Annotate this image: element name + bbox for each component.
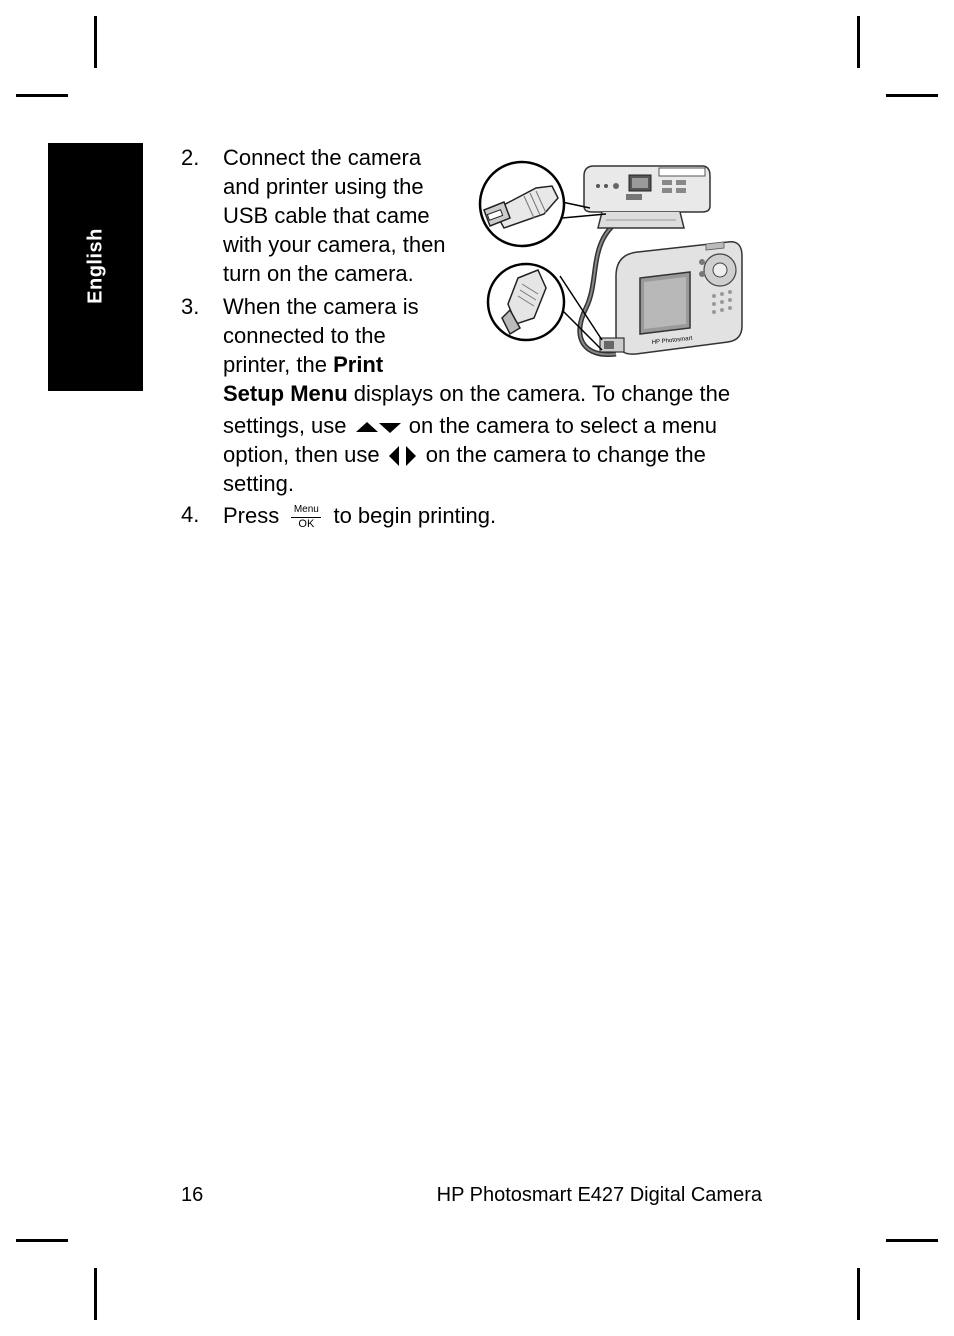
- step-3-line-6: [223, 440, 706, 469]
- step-4-line: [223, 501, 496, 530]
- step-2-number: 2.: [181, 145, 200, 170]
- step-3-line-4-text: displays on the camera. To change the: [347, 381, 731, 406]
- crop-mark-bottom-left-vertical: [94, 1268, 97, 1320]
- menu-ok-button-icon: [289, 504, 323, 530]
- crop-mark-bottom-left-horizontal: [16, 1239, 68, 1242]
- crop-mark-bottom-right-horizontal: [886, 1239, 938, 1242]
- menu-ok-icon-top: Menu: [293, 504, 319, 516]
- menu-ok-icon-bottom: OK: [298, 518, 315, 531]
- printer-graphic: [584, 166, 710, 228]
- crop-mark-bottom-right-vertical: [857, 1268, 860, 1320]
- step-3-line-6-suffix: on the camera to change the: [419, 442, 706, 467]
- language-tab: [48, 143, 143, 391]
- step-3-line-2: connected to the: [223, 323, 386, 348]
- page-number: 16: [181, 1184, 204, 1206]
- print-setup-menu-bold-1: Print: [333, 352, 384, 377]
- step-4-suffix: to begin printing.: [327, 503, 497, 528]
- step-2-line-1: Connect the camera: [223, 145, 422, 170]
- crop-mark-top-right-vertical: [857, 16, 860, 68]
- step-3-line-4: [223, 379, 730, 408]
- mini-usb-plug-closeup: [488, 264, 564, 340]
- step-3-line-6-prefix: option, then use: [223, 442, 386, 467]
- crop-mark-top-left-vertical: [94, 16, 97, 68]
- camera-printer-usb-illustration: [476, 158, 748, 362]
- step-2-line-2: and printer using the: [223, 174, 424, 199]
- camera-brand-label: HP Photosmart: [651, 335, 693, 346]
- footer-product-name: HP Photosmart E427 Digital Camera: [436, 1184, 762, 1206]
- crop-mark-top-left-horizontal: [16, 94, 68, 97]
- step-3-line-5-suffix: on the camera to select a menu: [402, 413, 717, 438]
- step-4-prefix: Press: [223, 503, 286, 528]
- camera-graphic: [600, 242, 742, 354]
- usb-a-plug-closeup: [480, 162, 564, 246]
- step-4-number: 4.: [181, 502, 200, 527]
- step-3-line-3: [223, 350, 383, 379]
- step-3-line-7: setting.: [223, 471, 294, 496]
- crop-mark-top-right-horizontal: [886, 94, 938, 97]
- step-2-line-3: USB cable that came: [223, 203, 430, 228]
- step-2-line-4: with your camera, then: [223, 232, 446, 257]
- step-3-line-3-text: printer, the: [223, 352, 334, 377]
- step-3-line-5: [223, 411, 717, 440]
- left-right-arrows-icon: [386, 444, 420, 468]
- step-3-line-5-prefix: settings, use: [223, 413, 353, 438]
- print-setup-menu-bold-2: Setup Menu: [223, 381, 348, 406]
- step-3-number: 3.: [181, 294, 200, 319]
- step-3-line-1: When the camera is: [223, 294, 419, 319]
- language-tab-label: English: [84, 228, 106, 304]
- step-2-line-5: turn on the camera.: [223, 261, 414, 286]
- up-down-arrows-icon: [353, 419, 403, 435]
